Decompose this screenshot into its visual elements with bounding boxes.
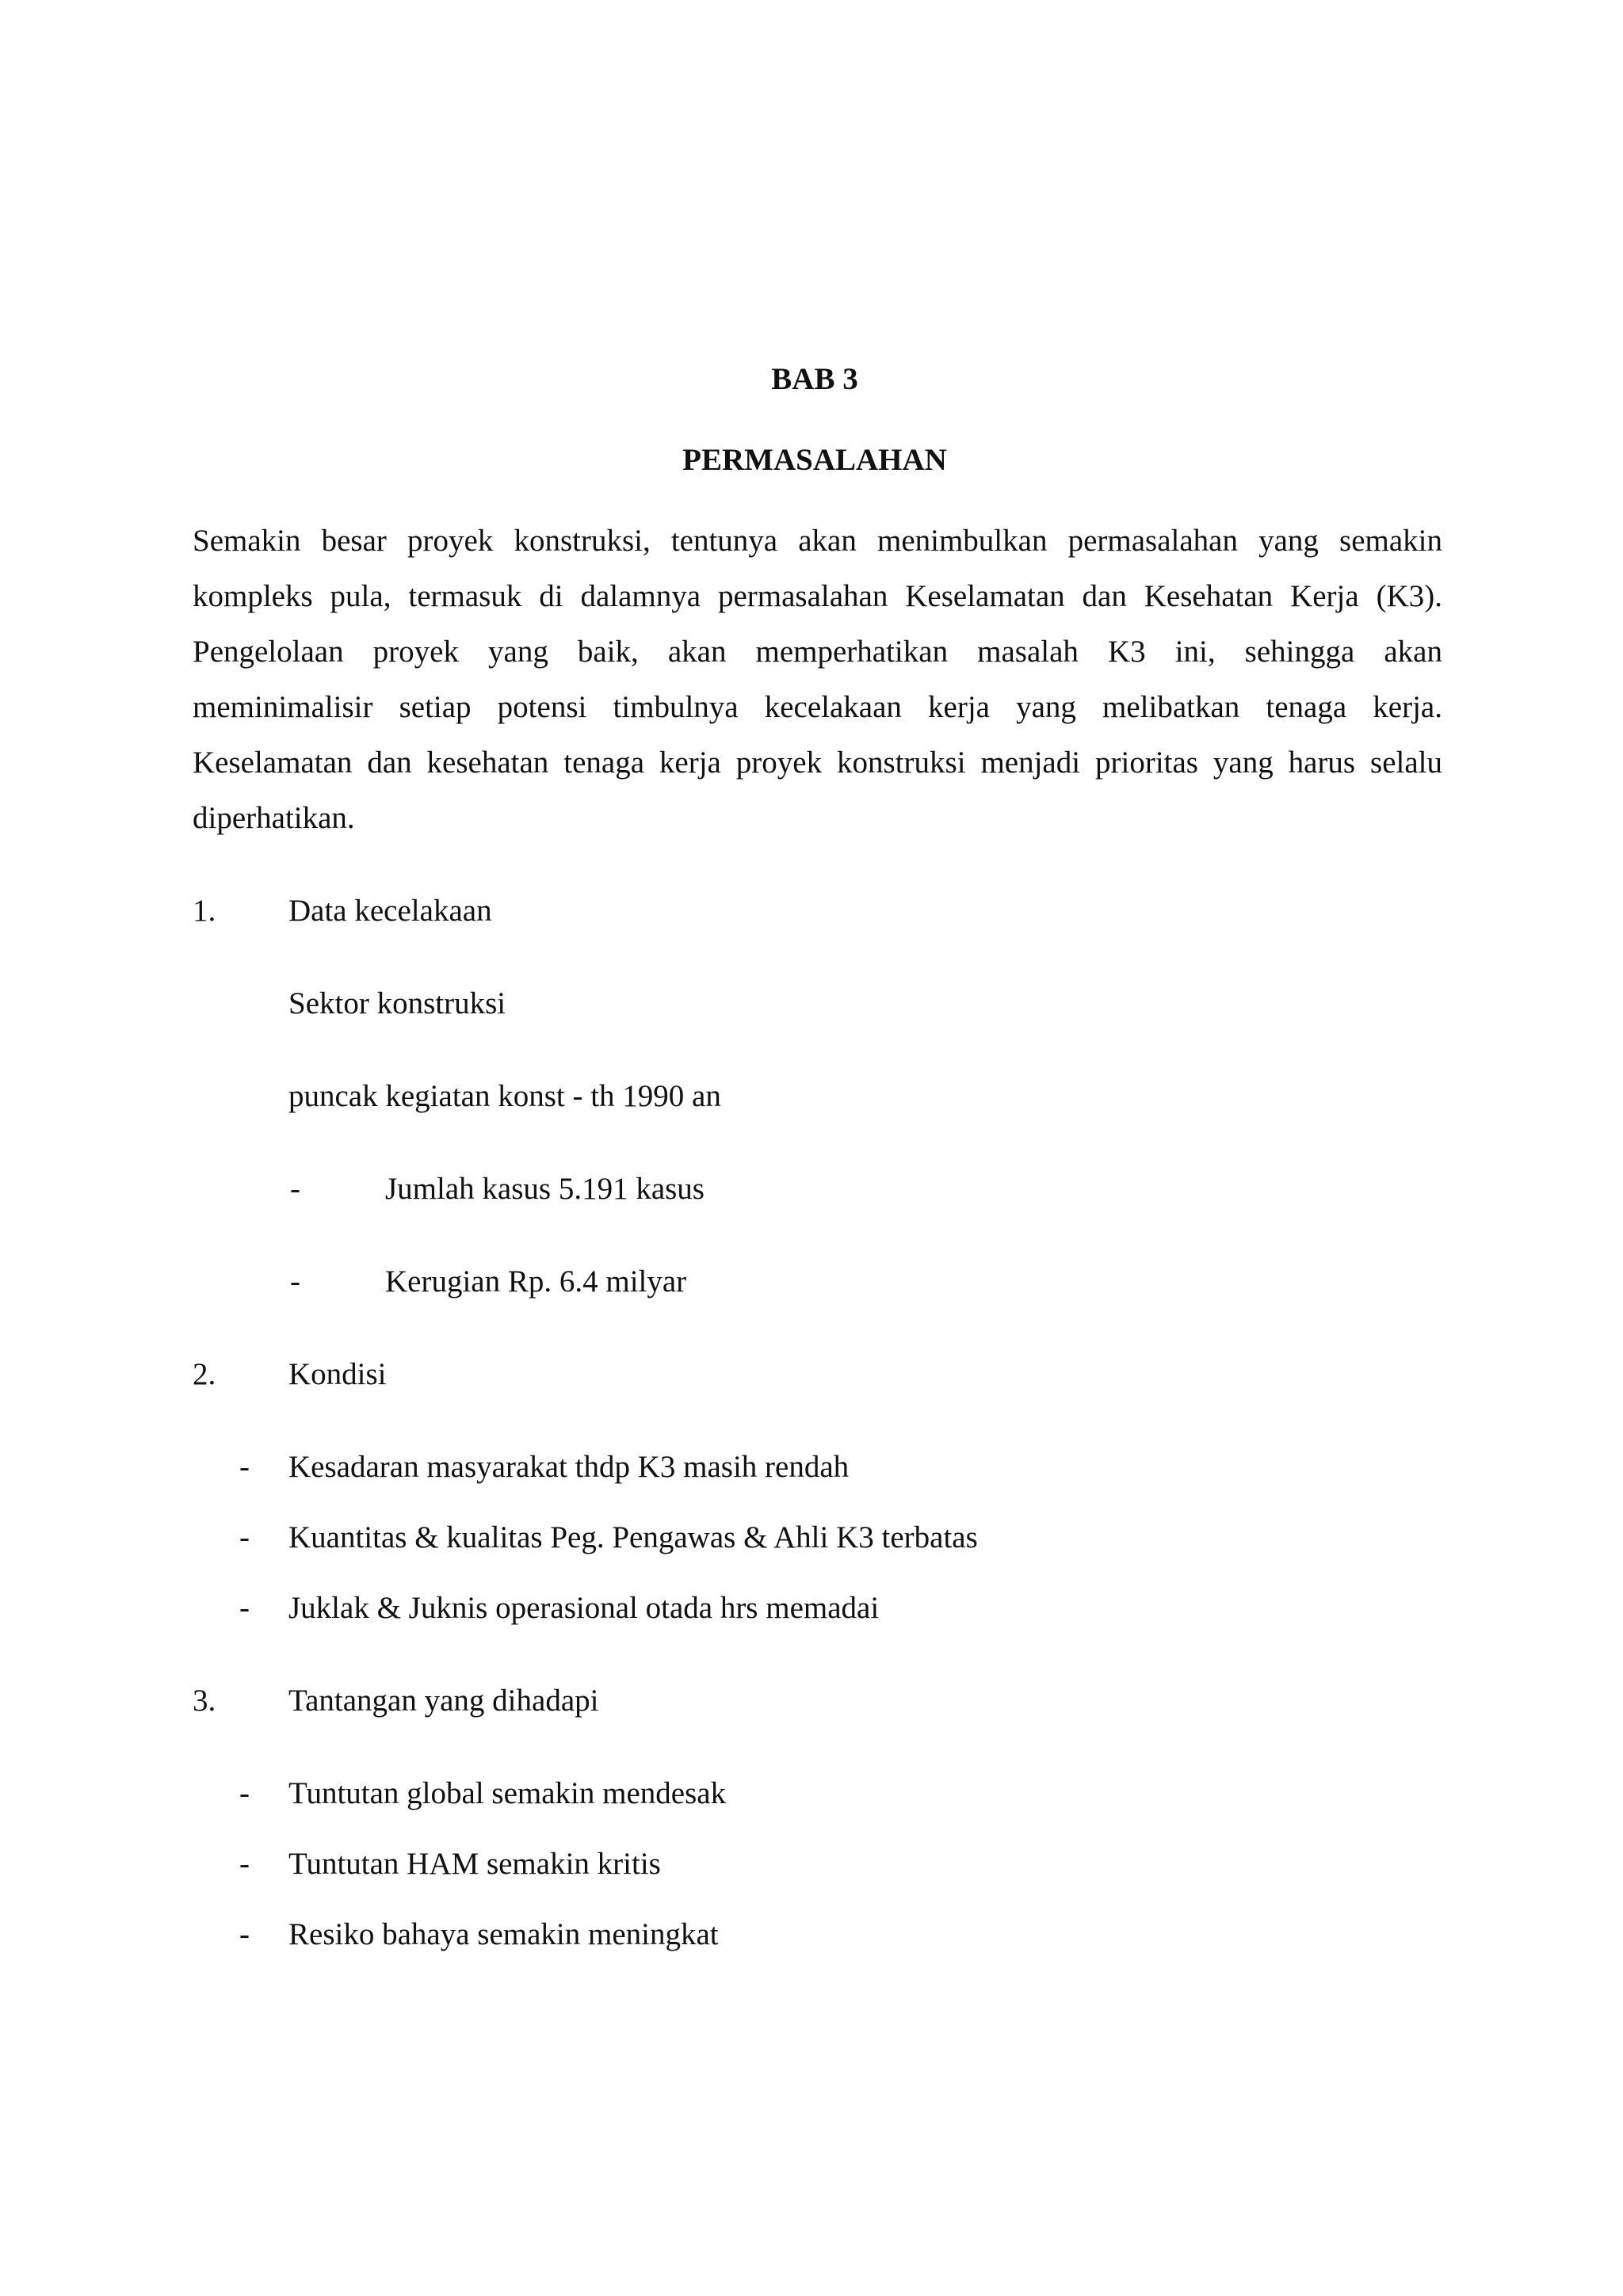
list-item: Tuntutan global semakin mendesak (288, 1776, 727, 1810)
intro-line: Pengelolaan proyek yang baik, akan memperhatikan masalah K3 ini, sehingga akan (193, 635, 1442, 669)
section-title: Tantangan yang dihadapi (288, 1684, 599, 1718)
list-item: Kuantitas & kualitas Peg. Pengawas & Ahli K3 terbatas (288, 1520, 978, 1554)
list-dash: - (239, 1520, 250, 1554)
list-item: Juklak & Juknis operasional otada hrs memadai (288, 1591, 880, 1625)
section-number: 3. (193, 1684, 216, 1718)
chapter-title: PERMASALAHAN (682, 443, 947, 477)
list-item: Jumlah kasus 5.191 kasus (385, 1172, 705, 1206)
section-number: 1. (193, 894, 216, 928)
list-item: Resiko bahaya semakin meningkat (288, 1917, 719, 1951)
list-item: Kerugian Rp. 6.4 milyar (385, 1264, 687, 1299)
list-dash: - (290, 1264, 300, 1299)
section-title: Kondisi (288, 1357, 387, 1391)
intro-line: meminimalisir setiap potensi timbulnya kecelakaan kerja yang melibatkan tenaga kerja. (193, 690, 1442, 724)
list-dash: - (239, 1776, 250, 1810)
list-dash: - (290, 1172, 300, 1206)
section-number: 2. (193, 1357, 216, 1391)
list-dash: - (239, 1847, 250, 1881)
chapter-number: BAB 3 (771, 362, 858, 396)
intro-line: kompleks pula, termasuk di dalamnya permasalahan Keselamatan dan Kesehatan Kerja (K3). (193, 579, 1442, 613)
intro-line: Keselamatan dan kesehatan tenaga kerja proyek konstruksi menjadi prioritas yang harus selalu (193, 746, 1442, 780)
list-dash: - (239, 1450, 250, 1484)
section-subline: puncak kegiatan konst - th 1990 an (288, 1079, 721, 1113)
list-item: Kesadaran masyarakat thdp K3 masih rendah (288, 1450, 850, 1484)
list-dash: - (239, 1917, 250, 1951)
list-dash: - (239, 1591, 250, 1625)
intro-line: diperhatikan. (193, 801, 355, 835)
section-subline: Sektor konstruksi (288, 986, 506, 1020)
list-item: Tuntutan HAM semakin kritis (288, 1847, 661, 1881)
intro-line: Semakin besar proyek konstruksi, tentunya akan menimbulkan permasalahan yang semakin (193, 524, 1442, 558)
section-title: Data kecelakaan (288, 894, 492, 928)
